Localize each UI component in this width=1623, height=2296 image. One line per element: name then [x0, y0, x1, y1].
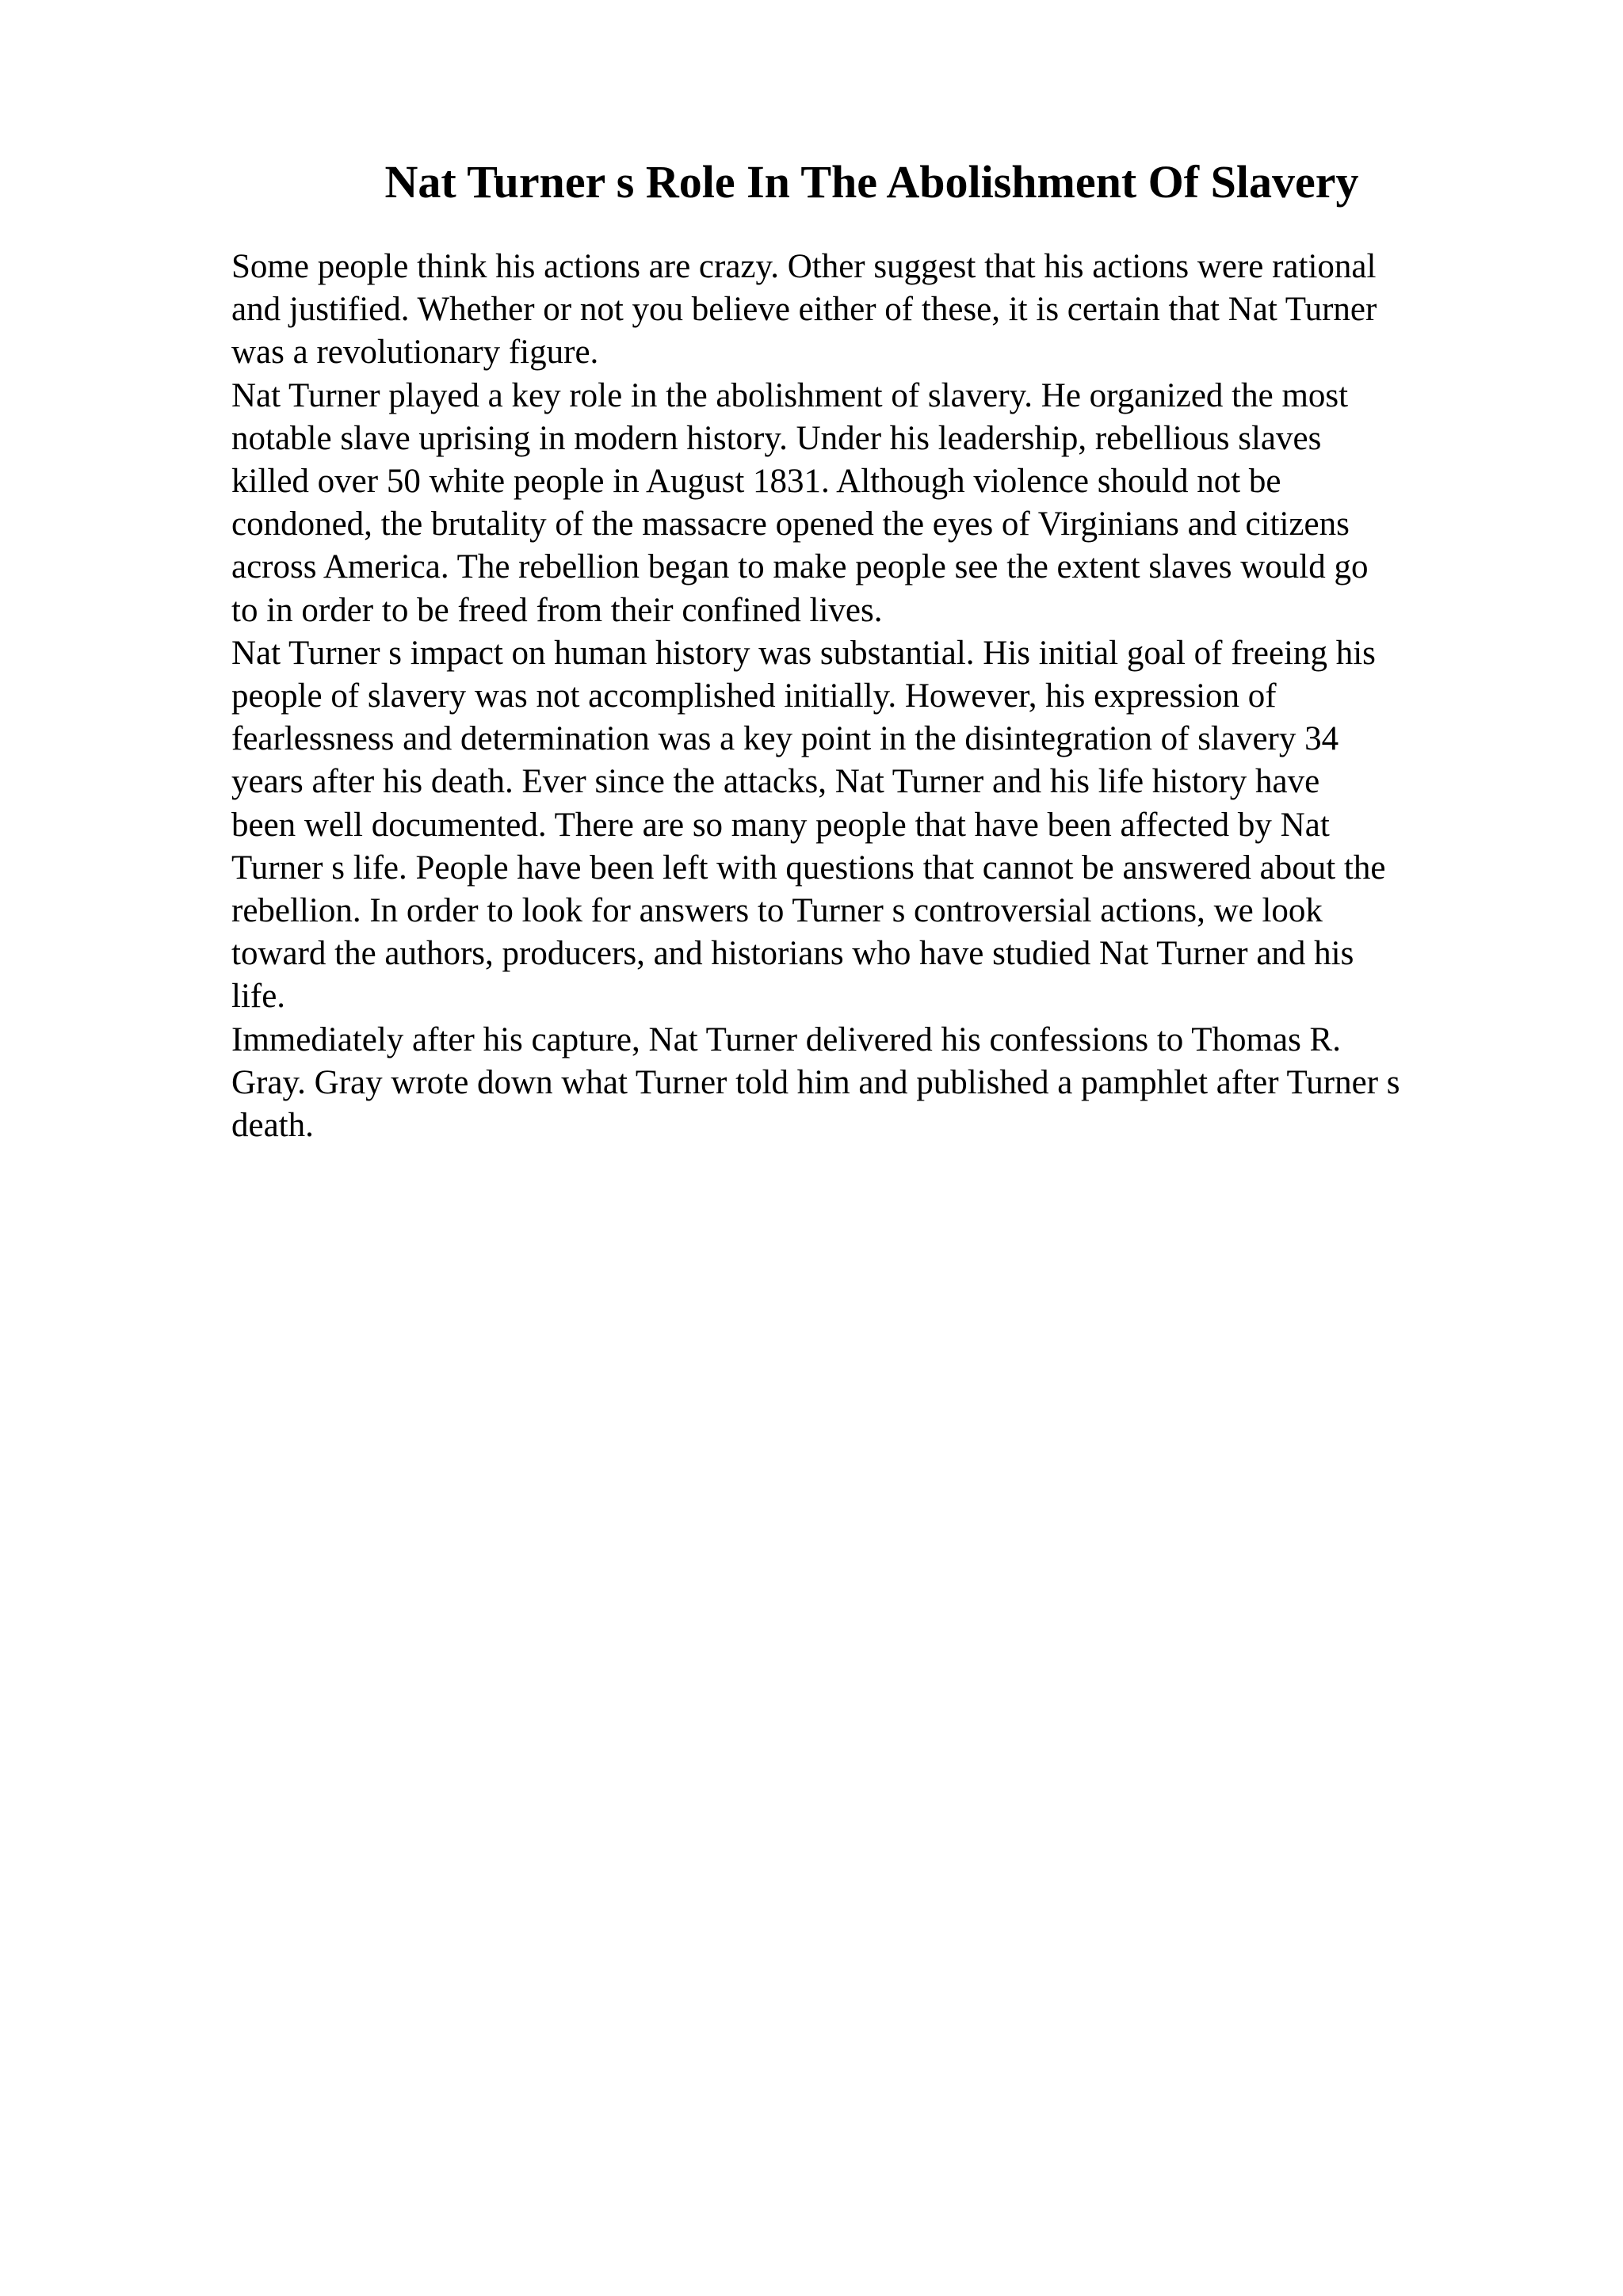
document-title: Nat Turner s Role In The Abolishment Of Slavery [384, 156, 1359, 208]
text-line: life. [231, 978, 286, 1016]
text-line: years after his death. Ever since the attacks, Nat Turner and his life history have [231, 763, 1320, 801]
text-line: notable slave uprising in modern history. Under his leadership, rebellious slaves [231, 419, 1322, 457]
text-line: rebellion. In order to look for answers to Turner s controversial actions, we look [231, 892, 1323, 930]
text-line: toward the authors, producers, and historians who have studied Nat Turner and his [231, 935, 1354, 973]
text-line: Nat Turner played a key role in the abolishment of slavery. He organized the most [231, 376, 1349, 414]
text-line: death. [231, 1107, 314, 1145]
text-line: to in order to be freed from their confined lives. [231, 591, 883, 629]
text-line: Some people think his actions are crazy. Other suggest that his actions were rational [231, 248, 1377, 285]
text-line: Nat Turner s impact on human history was substantial. His initial goal of freeing his [231, 634, 1376, 672]
text-line: Immediately after his capture, Nat Turner delivered his confessions to Thomas R. [231, 1020, 1341, 1058]
text-line: was a revolutionary figure. [231, 334, 599, 372]
text-line: been well documented. There are so many people that have been affected by Nat [231, 806, 1330, 844]
text-line: Turner s life. People have been left with questions that cannot be answered about the [231, 849, 1386, 887]
text-line: fearlessness and determination was a key point in the disintegration of slavery 34 [231, 720, 1339, 758]
text-line: killed over 50 white people in August 1831. Although violence should not be [231, 463, 1281, 501]
document-body [231, 246, 1531, 1147]
text-line: condoned, the brutality of the massacre opened the eyes of Virginians and citizens [231, 505, 1350, 543]
text-line: Gray. Gray wrote down what Turner told him and published a pamphlet after Turner s [231, 1063, 1400, 1101]
text-line: across America. The rebellion began to make people see the extent slaves would go [231, 548, 1369, 586]
text-line: people of slavery was not accomplished initially. However, his expression of [231, 677, 1277, 715]
text-line: and justified. Whether or not you believe either of these, it is certain that Nat Turner [231, 291, 1377, 329]
